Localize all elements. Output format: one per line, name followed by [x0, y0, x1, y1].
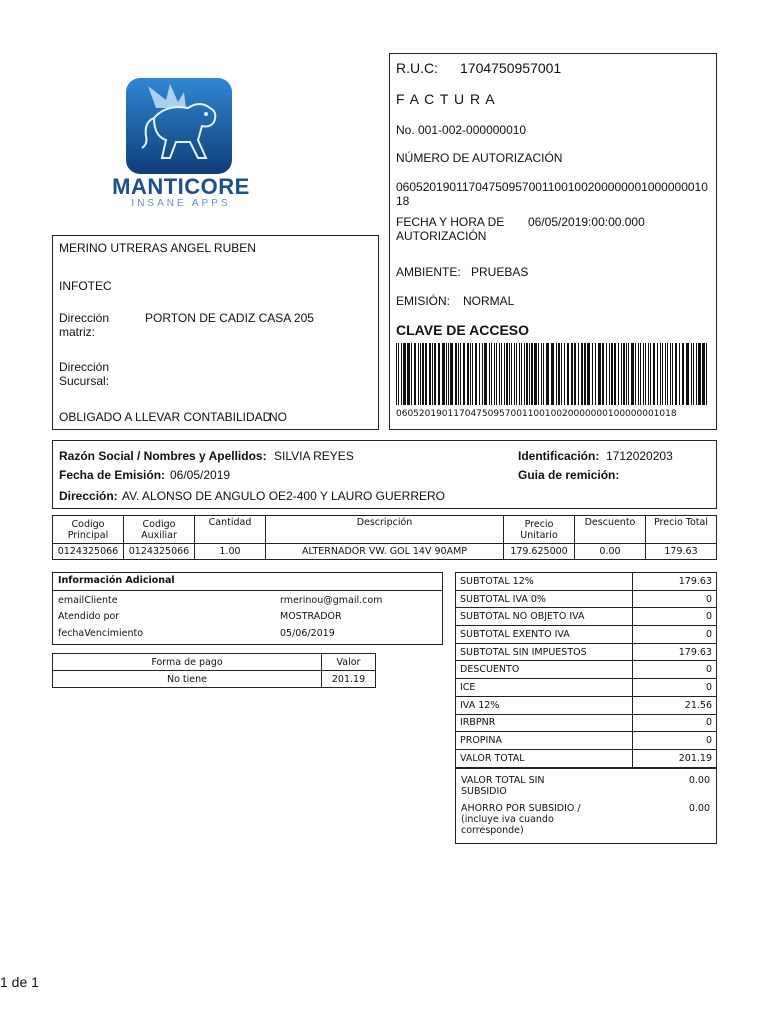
manticore-logo: [88, 76, 274, 216]
table-row: [53, 671, 376, 688]
info-email-label: emailCliente: [58, 595, 118, 606]
ruc-label: R.U.C:: [396, 60, 438, 76]
item-descuento: 0.00: [575, 544, 646, 560]
issue-date-label: Fecha de Emisión:: [59, 468, 166, 482]
matrix-address-value: PORTON DE CADIZ CASA 205: [145, 311, 314, 325]
branch-address-label: Dirección Sucursal:: [59, 360, 110, 388]
totals-row: [456, 643, 717, 661]
authorization-date-value: 06/05/2019:00:00.000: [528, 215, 645, 229]
buyer-address-label: Dirección:: [59, 489, 118, 503]
header-codigo-principal: Codigo Principal: [53, 516, 124, 544]
additional-info-header: [53, 573, 442, 591]
totals-label: SUBTOTAL SIN IMPUESTOS: [456, 643, 633, 661]
totals-row: [456, 714, 717, 732]
totals-value: 201.19: [633, 749, 717, 767]
buyer-box: [52, 440, 717, 509]
accounting-label: OBLIGADO A LLEVAR CONTABILIDAD: [59, 410, 272, 424]
environment-value: PRUEBAS: [471, 265, 529, 279]
emission-value: NORMAL: [463, 294, 515, 308]
totals-value: 0: [633, 608, 717, 626]
totals-label: SUBTOTAL NO OBJETO IVA: [456, 608, 633, 626]
emitter-trade-name: INFOTEC: [59, 279, 112, 293]
info-due-date-label: fechaVencimiento: [58, 628, 144, 639]
totals-row: [456, 661, 717, 679]
totals-label: IRBPNR: [456, 714, 633, 732]
totals-table: [455, 572, 717, 768]
additional-info-box: [52, 572, 443, 645]
buyer-name-label: Razón Social / Nombres y Apellidos:: [59, 449, 267, 463]
payment-value: 201.19: [322, 671, 376, 688]
emitter-box: [52, 235, 379, 430]
payment-header-row: [53, 654, 376, 671]
buyer-id-value: 1712020203: [606, 449, 673, 463]
totals-label: VALOR TOTAL: [456, 749, 633, 767]
item-cantidad: 1.00: [195, 544, 266, 560]
authorization-label: NÚMERO DE AUTORIZACIÓN: [396, 151, 563, 165]
totals-label: ICE: [456, 679, 633, 697]
buyer-address-value: AV. ALONSO DE ANGULO OE2-400 Y LAURO GUERRERO: [122, 489, 446, 503]
items-table: [52, 515, 717, 560]
totals-value: 0: [633, 626, 717, 644]
payment-table: [52, 653, 376, 688]
info-due-date-value: 05/06/2019: [280, 628, 335, 639]
subsidy-savings-value: 0.00: [688, 803, 710, 814]
totals-value: 0: [633, 679, 717, 697]
subsidy-total-label: VALOR TOTAL SIN SUBSIDIO: [461, 775, 545, 797]
environment-label: AMBIENTE:: [396, 265, 461, 279]
authorization-number: 0605201901170475095700110010020000000100000001018: [396, 180, 708, 208]
document-type: F A C T U R A: [396, 91, 496, 107]
item-codigo-auxiliar: 0124325066: [124, 544, 195, 560]
totals-row: [456, 749, 717, 767]
table-row: [53, 544, 717, 560]
brand-name: MANTICORE: [112, 174, 250, 199]
item-precio-unitario: 179.625000: [504, 544, 575, 560]
totals-value: 179.63: [633, 573, 717, 591]
items-header-row: [53, 516, 717, 544]
brand-tagline: INSANE APPS: [131, 198, 231, 209]
info-attended-value: MOSTRADOR: [280, 611, 342, 622]
header-precio-unitario: Precio Unitario: [504, 516, 575, 544]
access-key-value: 0605201901170475095700110010020000000100000001018: [396, 409, 677, 419]
totals-label: SUBTOTAL 12%: [456, 573, 633, 591]
totals-row: [456, 679, 717, 697]
totals-row: [456, 696, 717, 714]
matrix-address-label: Dirección matriz:: [59, 311, 110, 339]
emitter-name: MERINO UTRERAS ANGEL RUBEN: [59, 241, 256, 255]
totals-label: IVA 12%: [456, 696, 633, 714]
invoice-number: No. 001-002-000000010: [396, 123, 527, 137]
ruc-value: 1704750957001: [460, 60, 562, 76]
guide-label: Guia de remición:: [518, 468, 620, 482]
totals-value: 0: [633, 661, 717, 679]
access-key-barcode: [396, 343, 708, 405]
emission-label: EMISIÓN:: [396, 294, 451, 308]
totals-value: 0: [633, 732, 717, 750]
subsidy-box: [455, 768, 717, 844]
buyer-name-value: SILVIA REYES: [274, 449, 354, 463]
info-attended-label: Atendido por: [58, 611, 120, 622]
totals-label: DESCUENTO: [456, 661, 633, 679]
item-descripcion: ALTERNADOR VW. GOL 14V 90AMP: [266, 544, 504, 560]
header-precio-total: Precio Total: [646, 516, 717, 544]
totals-label: SUBTOTAL EXENTO IVA: [456, 626, 633, 644]
subsidy-savings-label: AHORRO POR SUBSIDIO / (incluye iva cuando corresponde): [461, 803, 581, 836]
payment-value-header: Valor: [322, 654, 376, 671]
page-number: 1 de 1: [0, 974, 39, 990]
authorization-date-label: FECHA Y HORA DE AUTORIZACIÓN: [396, 215, 505, 243]
header-cantidad: Cantidad: [195, 516, 266, 544]
additional-info-title: Información Adicional: [58, 575, 175, 586]
totals-value: 21.56: [633, 696, 717, 714]
totals-row: [456, 732, 717, 750]
totals-row: [456, 590, 717, 608]
totals-value: 0: [633, 714, 717, 732]
item-codigo-principal: 0124325066: [53, 544, 124, 560]
buyer-id-label: Identificación:: [518, 449, 600, 463]
subsidy-total-value: 0.00: [688, 775, 710, 786]
info-email-value: rmerinou@gmail.com: [280, 595, 383, 606]
totals-row: [456, 626, 717, 644]
totals-label: PROPINA: [456, 732, 633, 750]
issue-date-value: 06/05/2019: [170, 468, 231, 482]
header-codigo-auxiliar: Codigo Auxiliar: [124, 516, 195, 544]
header-descripcion: Descripción: [266, 516, 504, 544]
payment-method: No tiene: [53, 671, 322, 688]
access-key-label: CLAVE DE ACCESO: [396, 322, 530, 338]
totals-value: 0: [633, 590, 717, 608]
item-precio-total: 179.63: [646, 544, 717, 560]
totals-row: [456, 608, 717, 626]
totals-label: SUBTOTAL IVA 0%: [456, 590, 633, 608]
totals-row: [456, 573, 717, 591]
totals-value: 179.63: [633, 643, 717, 661]
header-descuento: Descuento: [575, 516, 646, 544]
accounting-value: NO: [269, 410, 287, 424]
payment-method-header: Forma de pago: [53, 654, 322, 671]
manticore-emblem-icon: [126, 78, 232, 174]
